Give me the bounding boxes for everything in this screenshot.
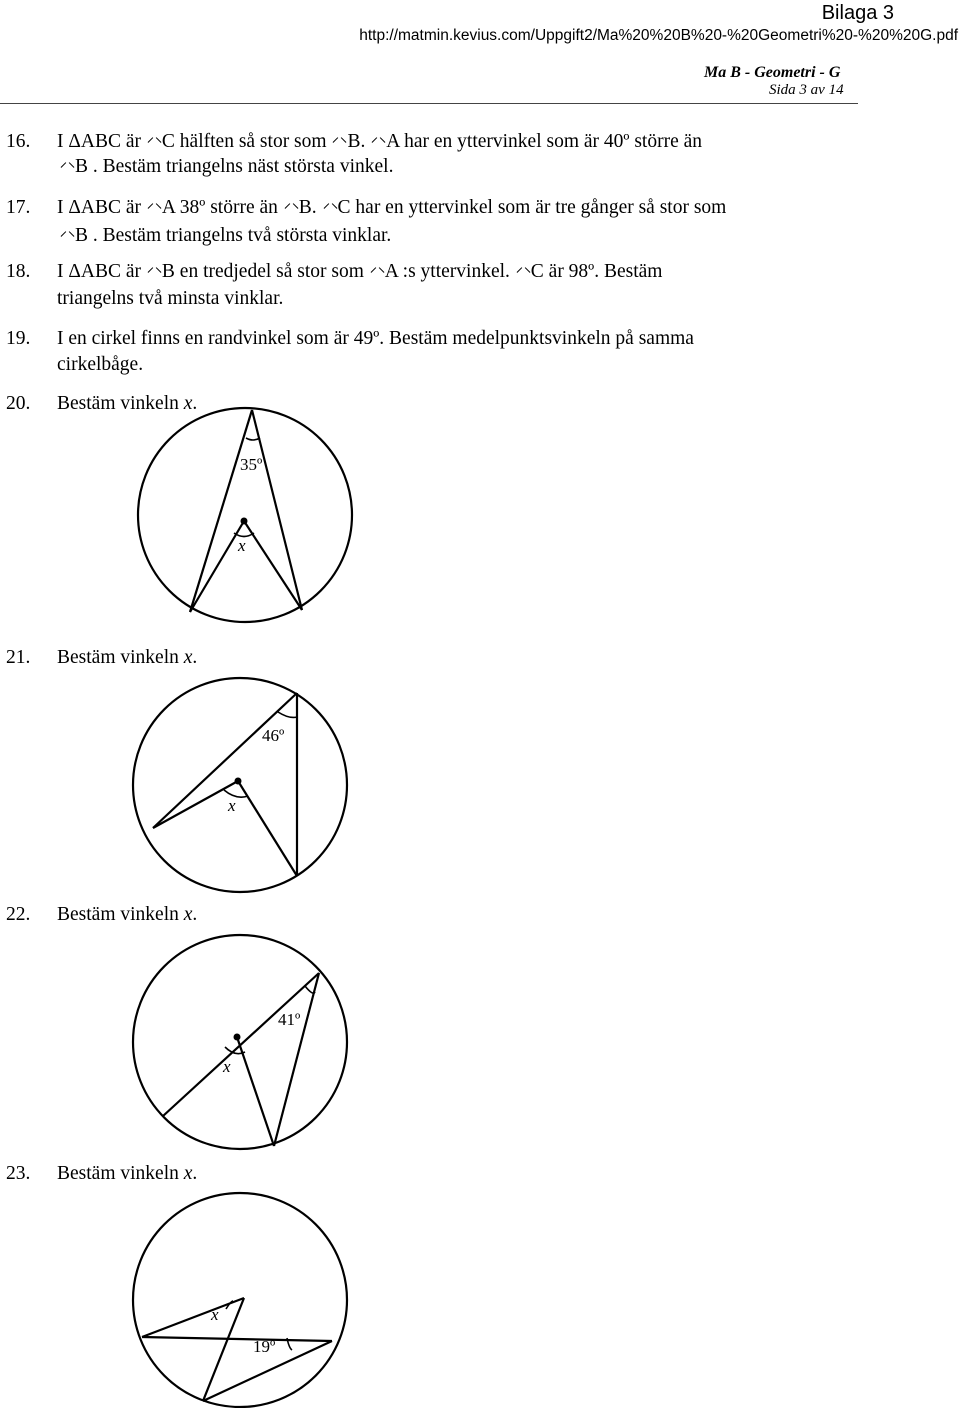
problem-23-number: 23.: [6, 1163, 31, 1184]
fig20-chord-left: [190, 410, 252, 612]
problem-text-run: Bestäm vinkeln: [57, 904, 184, 925]
fig22-center-dot: [234, 1034, 241, 1041]
fig20-chord-right: [252, 410, 302, 610]
problem-text-run: A :s yttervinkel.: [384, 261, 515, 282]
problem-text-run: B en tredjedel så stor som: [161, 261, 369, 282]
fig20-arc-given: [246, 438, 260, 440]
problem-text-run: A har en yttervinkel som är 40º större än: [386, 131, 703, 152]
fig22-circle: [133, 935, 347, 1149]
problem-text-run: C är 98º. Bestäm: [530, 261, 663, 282]
problem-22-number: 22.: [6, 904, 31, 925]
problem-17-number: 17.: [6, 197, 31, 218]
attachment-label: Bilaga 3: [821, 2, 894, 24]
problem-text-run: .: [192, 393, 198, 414]
problem-text-run: .: [192, 647, 198, 668]
fig20-given-label: 35º: [240, 455, 263, 474]
problem-text-run: x: [183, 647, 193, 668]
problem-19-number: 19.: [6, 328, 31, 349]
problem-20-number: 20.: [6, 393, 31, 414]
problem-text-run: C hälften så stor som: [161, 131, 332, 152]
figure-22: [133, 935, 347, 1149]
fig20-x-label: x: [238, 536, 246, 555]
problem-text-run: x: [183, 904, 193, 925]
fig21-radius-right: [238, 781, 297, 876]
problem-text-run: C har en yttervinkel som är tre gånger så stor som: [337, 197, 727, 218]
problem-text-run: B . Bestäm triangelns näst största vinkel.: [75, 156, 394, 177]
fig21-x-label: x: [228, 796, 236, 815]
fig22-x-label: x: [223, 1057, 231, 1076]
fig22-line-diameter: [163, 973, 319, 1116]
problem-text-run: x: [183, 393, 193, 414]
figure-21: [133, 678, 347, 892]
problem-text-run: I ΔABC är: [57, 261, 146, 282]
figure-20: [138, 408, 352, 622]
fig23-chord-horizontal: [142, 1337, 332, 1341]
fig21-given-label: 46º: [262, 726, 285, 745]
problem-text-run: cirkelbåge.: [57, 354, 144, 375]
problem-text-run: I ΔABC är: [57, 197, 146, 218]
problem-21-number: 21.: [6, 647, 31, 668]
problem-text-run: .: [192, 1163, 198, 1184]
problem-text-run: x: [183, 1163, 193, 1184]
problem-text-run: Bestäm vinkeln: [57, 393, 184, 414]
fig21-center-dot: [235, 778, 242, 785]
fig20-center-dot: [241, 518, 248, 525]
problem-text-run: A 38º större än: [161, 197, 283, 218]
problem-text-run: I en cirkel finns en randvinkel som är 49º. Bestäm medelpunktsvinkeln på samma: [57, 328, 694, 349]
problem-text-run: I: [57, 131, 69, 152]
fig20-circle: [138, 408, 352, 622]
fig21-chord-diagonal: [153, 693, 297, 828]
fig21-arc-given: [278, 712, 297, 717]
problem-18-number: 18.: [6, 261, 31, 282]
problem-text-run: B . Bestäm triangelns två största vinklar.: [75, 225, 392, 246]
problem-text-run: B.: [347, 131, 371, 152]
source-url: http://matmin.kevius.com/Uppgift2/Ma%20%20B%20-%20Geometri%20-%20%20G.pdf: [359, 27, 958, 44]
problem-text-run: .: [192, 904, 198, 925]
problem-text-run: Bestäm vinkeln: [57, 647, 184, 668]
document-title: Ma B - Geometri - G: [704, 64, 841, 81]
fig22-given-label: 41º: [278, 1010, 301, 1029]
fig23-x-label: x: [211, 1305, 219, 1324]
problem-text-run: B.: [298, 197, 322, 218]
page-indicator: Sida 3 av 14: [769, 82, 844, 98]
problem-16-number: 16.: [6, 131, 31, 152]
figure-23: [133, 1193, 347, 1407]
problem-text-run: Bestäm vinkeln: [57, 1163, 184, 1184]
problem-text-run: triangelns två minsta vinklar.: [57, 288, 284, 309]
fig23-given-label: 19º: [253, 1337, 276, 1356]
problem-text-run: ΔABC är: [68, 131, 146, 152]
